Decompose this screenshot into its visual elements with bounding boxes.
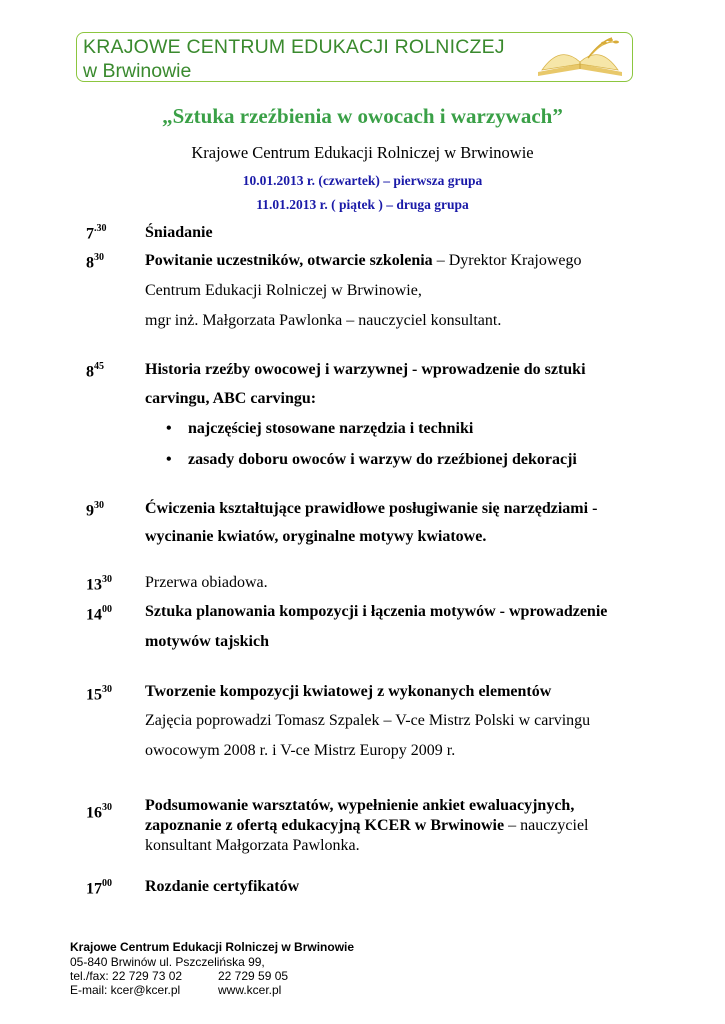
agenda-item: Podsumowanie warsztatów, wypełnienie ankiet ewaluacyjnych, xyxy=(145,797,575,814)
time-slot: $17^{00}$ xyxy=(86,878,112,898)
agenda-item: Przerwa obiadowa. xyxy=(145,574,268,591)
agenda-item: Tworzenie kompozycji kwiatowej z wykonanych elementów xyxy=(145,683,552,700)
bullet-item: najczęściej stosowane narzędzia i techniki xyxy=(188,420,474,437)
footer-email: E-mail: kcer@kcer.pl xyxy=(70,983,181,997)
page-title: „Sztuka rzeźbienia w owocach i warzywach” xyxy=(162,104,563,128)
agenda-item: Sztuka planowania kompozycji i łączenia motywów - wprowadzenie xyxy=(145,603,608,620)
footer-phone-2: 22 729 59 05 xyxy=(218,969,289,983)
time-slot: $15^{30}$ xyxy=(86,684,112,704)
page-subtitle: Krajowe Centrum Edukacji Rolniczej w Brwinowie xyxy=(191,143,534,162)
date-group-1: 10.01.2013 r. (czwartek) – pierwsza grupa xyxy=(242,173,483,188)
time-slot: $8^{45}$ xyxy=(86,361,104,381)
agenda-item-line: Centrum Edukacji Rolniczej w Brwinowie, xyxy=(145,282,422,299)
agenda-item-line: Zajęcia poprowadzi Tomasz Szpalek – V-ce Mistrz Polski w carvingu xyxy=(145,712,591,729)
time-slot: $16^{30}$ xyxy=(86,802,112,822)
bullet-icon: • xyxy=(166,420,172,437)
agenda-item: Powitanie uczestników, otwarcie szkolenia – Dyrektor Krajowego xyxy=(145,252,582,269)
agenda-item-line: konsultant Małgorzata Pawlonka. xyxy=(145,837,360,854)
time-slot: $9^{30}$ xyxy=(86,500,104,520)
header-org-location: w Brwinowie xyxy=(83,60,192,82)
agenda-item-line: owocowym 2008 r. i V-ce Mistrz Europy 2009 r. xyxy=(145,742,456,759)
agenda-item: Śniadanie xyxy=(145,224,213,241)
agenda-item-line: motywów tajskich xyxy=(145,633,269,650)
agenda-item-line: carvingu, ABC carvingu: xyxy=(145,390,317,407)
agenda-item-line: zapoznanie z ofertą edukacyjną KCER w Brwinowie – nauczyciel xyxy=(145,817,589,834)
agenda-item-line: wycinanie kwiatów, oryginalne motywy kwiatowe. xyxy=(145,528,487,545)
footer-org-name: Krajowe Centrum Edukacji Rolniczej w Brwinowie xyxy=(70,940,355,954)
time-slot: $7^{.30}$ xyxy=(86,223,107,243)
time-slot: $13^{30}$ xyxy=(86,574,112,594)
time-slot: $8^{30}$ xyxy=(86,252,104,272)
agenda-item: Historia rzeźby owocowej i warzywnej - wprowadzenie do sztuki xyxy=(145,361,586,378)
agenda-item-line: mgr inż. Małgorzata Pawlonka – nauczyciel konsultant. xyxy=(145,312,502,329)
bullet-icon: • xyxy=(166,451,172,468)
bullet-item: zasady doboru owoców i warzyw do rzeźbionej dekoracji xyxy=(188,451,577,468)
header-org-name: KRAJOWE CENTRUM EDUKACJI ROLNICZEJ xyxy=(83,36,505,58)
date-group-2: 11.01.2013 r. ( piątek ) – druga grupa xyxy=(256,197,469,212)
footer-address: 05-840 Brwinów ul. Pszczelińska 99, xyxy=(70,955,265,969)
agenda-item: Ćwiczenia kształtujące prawidłowe posługiwanie się narzędziami - xyxy=(145,500,598,517)
agenda-item: Rozdanie certyfikatów xyxy=(145,878,300,895)
time-slot: $14^{00}$ xyxy=(86,604,112,624)
footer-website: www.kcer.pl xyxy=(218,983,282,997)
book-logo-icon xyxy=(530,34,630,80)
footer-phone: tel./fax: 22 729 73 02 xyxy=(70,969,183,983)
